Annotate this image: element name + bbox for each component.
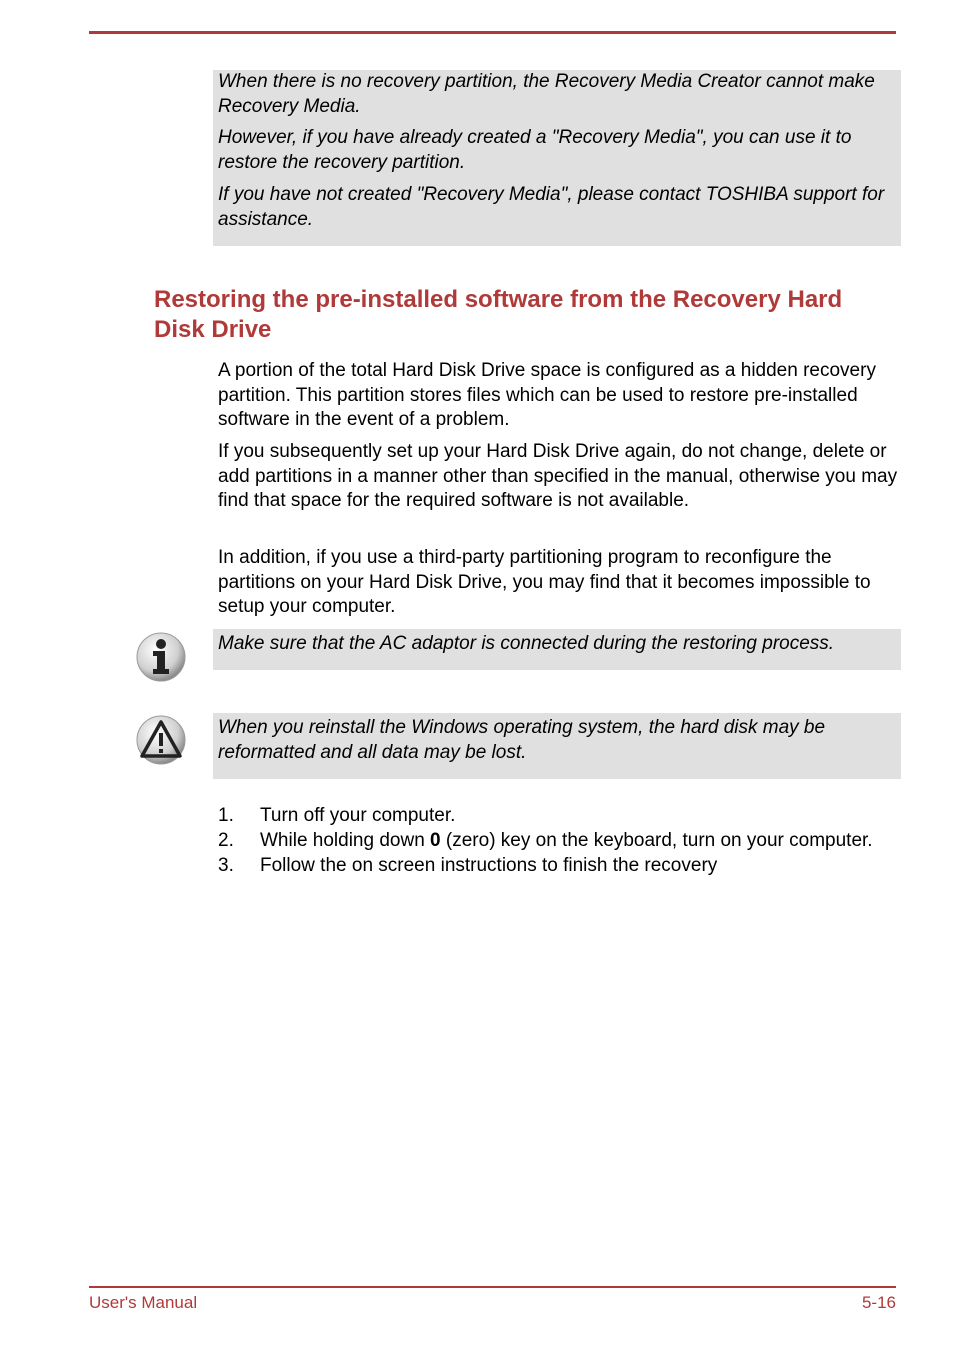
- warning-icon: [135, 714, 187, 766]
- body-paragraph: In addition, if you use a third-party partitioning program to reconfigure the partitions on your Hard Disk Drive, you may find that it becomes impossible to setup your computer.: [218, 547, 871, 617]
- key-label: 0: [430, 830, 441, 851]
- list-item: [218, 853, 898, 878]
- list-item: [218, 828, 898, 853]
- note-line: When you reinstall the Windows operating system, the hard disk may be reformatted and all data may be lost.: [218, 717, 826, 763]
- note-line: However, if you have already created a "Recovery Media", you can use it to restore the recovery partition.: [218, 127, 852, 173]
- step-number: 2.: [218, 830, 234, 851]
- page-number: 5-16: [861, 1293, 896, 1312]
- step-text: Turn off your computer.: [260, 805, 456, 826]
- note-line: If you have not created "Recovery Media", please contact TOSHIBA support for assistance.: [218, 184, 885, 230]
- list-item: [218, 803, 898, 828]
- footer-rule: [89, 1286, 896, 1288]
- step-number: 1.: [218, 805, 234, 826]
- note-warning: [213, 713, 901, 779]
- footer-title: User's Manual: [89, 1293, 198, 1312]
- info-icon: [135, 631, 187, 683]
- section-heading: Restoring the pre-installed software from the Recovery Hard Disk Drive: [154, 286, 843, 343]
- note-recovery-partition: [213, 70, 901, 246]
- step-text: Follow the on screen instructions to finish the recovery: [260, 855, 718, 876]
- step-text-after: (zero) key on the keyboard, turn on your computer.: [440, 830, 873, 851]
- note-line: Make sure that the AC adaptor is connected during the restoring process.: [218, 633, 835, 654]
- note-ac-adaptor: [213, 629, 901, 670]
- body-paragraph: If you subsequently set up your Hard Disk Drive again, do not change, delete or add partitions in a manner other than specified in the manual, otherwise you may find that space for the required software is not available.: [218, 441, 898, 511]
- step-number: 3.: [218, 855, 234, 876]
- header-rule: [89, 31, 896, 34]
- body-paragraph: A portion of the total Hard Disk Drive space is configured as a hidden recovery partition. This partition stores files which can be used to restore pre-installed software in the event of a problem.: [218, 360, 876, 430]
- note-line: When there is no recovery partition, the Recovery Media Creator cannot make Recovery Media.: [218, 71, 875, 117]
- step-text-before: While holding down: [260, 830, 431, 851]
- steps-list: [218, 803, 898, 878]
